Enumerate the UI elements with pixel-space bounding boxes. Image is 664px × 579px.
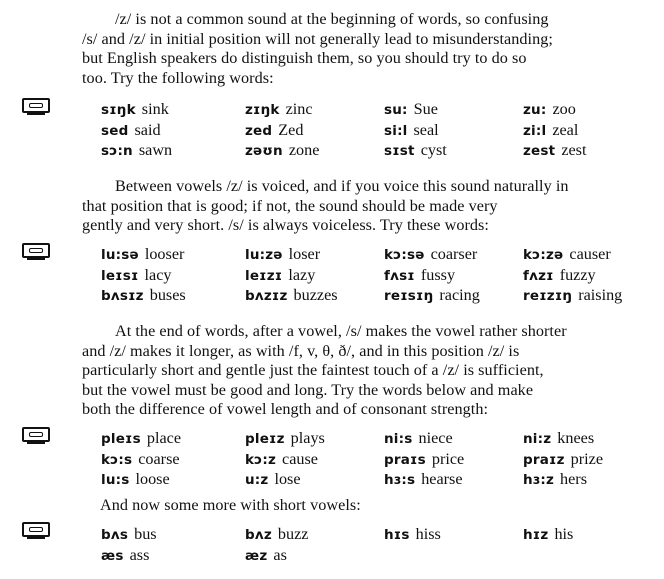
spelled-word: hers bbox=[560, 470, 587, 488]
paragraph-line: At the end of words, after a vowel, /s/ makes the vowel rather shorter bbox=[115, 322, 567, 340]
phonetic-transcription: zest bbox=[523, 143, 556, 159]
phonetic-transcription: reɪzɪŋ bbox=[523, 288, 573, 304]
word-pair bbox=[245, 266, 315, 285]
phonetic-transcription: kɔ:sə bbox=[384, 247, 425, 263]
phonetic-transcription: sɔ:n bbox=[101, 143, 133, 159]
phonetic-transcription: praɪz bbox=[523, 451, 565, 468]
spelled-word: sawn bbox=[138, 141, 173, 159]
spelled-word: said bbox=[134, 120, 161, 139]
word-pair bbox=[245, 121, 303, 140]
word-pair bbox=[384, 121, 439, 140]
word-pair bbox=[101, 100, 169, 119]
phonetic-transcription: bʌzɪz bbox=[245, 288, 288, 304]
word-pair bbox=[384, 286, 480, 305]
word-pair bbox=[384, 100, 438, 119]
spelled-word: fussy bbox=[420, 265, 456, 284]
word-pair bbox=[523, 141, 586, 160]
phonetic-transcription: kɔ:zə bbox=[523, 247, 564, 263]
phonetic-transcription: hɪs bbox=[384, 527, 410, 543]
phonetic-transcription: praɪs bbox=[384, 451, 426, 468]
spelled-word: lose bbox=[274, 470, 301, 488]
phonetic-transcription: ni:s bbox=[384, 431, 413, 447]
spelled-word: coarser bbox=[430, 245, 478, 263]
spelled-word: plays bbox=[290, 429, 325, 447]
word-pair bbox=[245, 470, 301, 489]
word-pair bbox=[245, 525, 308, 544]
phonetic-transcription: kɔ:z bbox=[245, 451, 277, 468]
paragraph-line: but the vowel must be good and long. Try the words below and make bbox=[82, 380, 534, 399]
spelled-word: buses bbox=[149, 286, 186, 304]
spelled-word: sink bbox=[141, 100, 169, 118]
word-pair bbox=[101, 525, 157, 544]
phonetic-transcription: reɪsɪŋ bbox=[384, 288, 434, 304]
word-pair bbox=[384, 429, 453, 448]
phonetic-transcription: leɪsɪ bbox=[101, 267, 139, 284]
word-pair bbox=[245, 245, 320, 264]
word-pair bbox=[523, 429, 594, 448]
word-pair bbox=[384, 450, 464, 469]
cassette-icon[interactable] bbox=[22, 243, 50, 258]
word-pair bbox=[523, 286, 622, 305]
paragraph-2 bbox=[82, 177, 657, 236]
paragraph-line: too. Try the following words: bbox=[82, 68, 274, 87]
phonetic-transcription: fʌzɪ bbox=[523, 267, 554, 284]
phonetic-transcription: æs bbox=[101, 547, 124, 564]
word-pair bbox=[245, 286, 338, 305]
paragraph-line: particularly short and gentle just the faintest touch of a /z/ is sufficient, bbox=[82, 361, 544, 380]
spelled-word: ass bbox=[129, 545, 150, 564]
word-pair bbox=[101, 546, 149, 565]
phonetic-transcription: pleɪs bbox=[101, 431, 141, 447]
phonetic-transcription: sed bbox=[101, 122, 129, 139]
phonetic-transcription: fʌsɪ bbox=[384, 267, 415, 284]
word-pair bbox=[101, 286, 186, 305]
paragraph-line: /s/ and /z/ in initial position will not generally lead to misunderstanding; bbox=[82, 29, 553, 48]
spelled-word: cause bbox=[282, 449, 318, 468]
spelled-word: buzz bbox=[277, 525, 309, 543]
word-pair bbox=[384, 141, 447, 160]
spelled-word: as bbox=[273, 545, 287, 564]
word-pair bbox=[384, 266, 455, 285]
word-pair bbox=[101, 245, 184, 264]
phonetic-transcription: æz bbox=[245, 547, 268, 564]
word-pair bbox=[523, 470, 587, 489]
phonetic-transcription: lu:sə bbox=[101, 247, 139, 263]
paragraph-1 bbox=[82, 10, 657, 88]
spelled-word: his bbox=[554, 525, 574, 543]
word-pair bbox=[245, 450, 318, 469]
paragraph-line: Between vowels /z/ is voiced, and if you voice this sound naturally in bbox=[115, 177, 569, 195]
spelled-word: causer bbox=[569, 245, 611, 263]
paragraph-line: both the difference of vowel length and of consonant strength: bbox=[82, 400, 489, 419]
word-pair bbox=[245, 429, 325, 448]
spelled-word: buzzes bbox=[293, 286, 338, 304]
word-pair bbox=[384, 245, 477, 264]
phonetic-transcription: zed bbox=[245, 122, 273, 139]
spelled-word: bus bbox=[134, 525, 157, 543]
phonetic-transcription: zi:l bbox=[523, 122, 547, 139]
spelled-word: cyst bbox=[420, 141, 447, 159]
spelled-word: Zed bbox=[278, 120, 304, 139]
spelled-word: hiss bbox=[415, 525, 441, 543]
phonetic-transcription: hɜ:s bbox=[384, 472, 416, 488]
word-pair bbox=[101, 470, 170, 489]
paragraph-line: gently and very short. /s/ is always voiceless. Try these words: bbox=[82, 216, 489, 235]
word-pair bbox=[101, 141, 172, 160]
phonetic-transcription: su: bbox=[384, 102, 408, 118]
paragraph-line: that position that is good; if not, the sound should be made very bbox=[82, 196, 498, 215]
phonetic-transcription: kɔ:s bbox=[101, 451, 133, 468]
spelled-word: hearse bbox=[421, 470, 463, 488]
word-pair bbox=[245, 100, 313, 119]
word-pair bbox=[245, 546, 287, 565]
spelled-word: zinc bbox=[285, 100, 313, 118]
phonetic-transcription: leɪzɪ bbox=[245, 267, 283, 284]
phonetic-transcription: sɪst bbox=[384, 143, 415, 159]
phonetic-transcription: hɜ:z bbox=[523, 472, 555, 488]
cassette-icon[interactable] bbox=[22, 522, 50, 537]
paragraph-line: And now some more with short vowels: bbox=[100, 496, 361, 514]
phonetic-transcription: si:l bbox=[384, 122, 408, 139]
phonetic-transcription: hɪz bbox=[523, 527, 549, 543]
word-pair bbox=[384, 470, 463, 489]
spelled-word: zeal bbox=[552, 120, 579, 139]
spelled-word: zest bbox=[561, 141, 587, 159]
paragraph-line: and /z/ makes it longer, as with /f, v, θ, ð/, and in this position /z/ is bbox=[82, 341, 520, 360]
paragraph-4 bbox=[82, 496, 657, 516]
spelled-word: place bbox=[146, 429, 182, 447]
spelled-word: lazy bbox=[288, 265, 316, 284]
word-pair bbox=[101, 121, 161, 140]
paragraph-3 bbox=[82, 322, 657, 420]
phonetic-transcription: zɪŋk bbox=[245, 102, 280, 118]
phonetic-transcription: zu: bbox=[523, 102, 547, 118]
phonetic-transcription: zəʊn bbox=[245, 143, 283, 159]
phonetic-transcription: bʌs bbox=[101, 527, 129, 543]
spelled-word: loose bbox=[135, 470, 170, 488]
spelled-word: price bbox=[431, 449, 465, 468]
spelled-word: zoo bbox=[552, 100, 576, 118]
spelled-word: knees bbox=[557, 429, 595, 447]
phonetic-transcription: ni:z bbox=[523, 431, 552, 447]
spelled-word: looser bbox=[144, 245, 185, 263]
phonetic-transcription: lu:zə bbox=[245, 247, 283, 263]
word-pair bbox=[523, 245, 611, 264]
phonetic-transcription: u:z bbox=[245, 472, 269, 488]
word-pair bbox=[101, 429, 181, 448]
word-pair bbox=[101, 450, 180, 469]
cassette-icon[interactable] bbox=[22, 98, 50, 113]
spelled-word: seal bbox=[413, 120, 439, 139]
word-pair bbox=[523, 525, 573, 544]
spelled-word: coarse bbox=[138, 449, 180, 468]
word-pair bbox=[523, 450, 603, 469]
spelled-word: lacy bbox=[144, 265, 172, 284]
phonetic-transcription: sɪŋk bbox=[101, 102, 136, 118]
word-pair bbox=[384, 525, 441, 544]
phonetic-transcription: bʌz bbox=[245, 527, 272, 543]
spelled-word: fuzzy bbox=[559, 265, 596, 284]
word-pair bbox=[101, 266, 172, 285]
spelled-word: loser bbox=[288, 245, 321, 263]
word-pair bbox=[523, 121, 578, 140]
word-pair bbox=[523, 100, 576, 119]
spelled-word: prize bbox=[570, 449, 604, 468]
word-pair bbox=[245, 141, 319, 160]
spelled-word: zone bbox=[288, 141, 320, 159]
paragraph-line: but English speakers do distinguish them, so you should try to do so bbox=[82, 49, 527, 68]
cassette-icon[interactable] bbox=[22, 427, 50, 442]
phonetic-transcription: lu:s bbox=[101, 472, 130, 488]
spelled-word: racing bbox=[439, 286, 480, 304]
paragraph-line: /z/ is not a common sound at the beginning of words, so confusing bbox=[115, 10, 549, 28]
word-pair bbox=[523, 266, 596, 285]
spelled-word: Sue bbox=[413, 100, 438, 118]
spelled-word: raising bbox=[578, 286, 623, 304]
spelled-word: niece bbox=[418, 429, 453, 447]
phonetic-transcription: pleɪz bbox=[245, 431, 285, 447]
phonetic-transcription: bʌsɪz bbox=[101, 288, 144, 304]
